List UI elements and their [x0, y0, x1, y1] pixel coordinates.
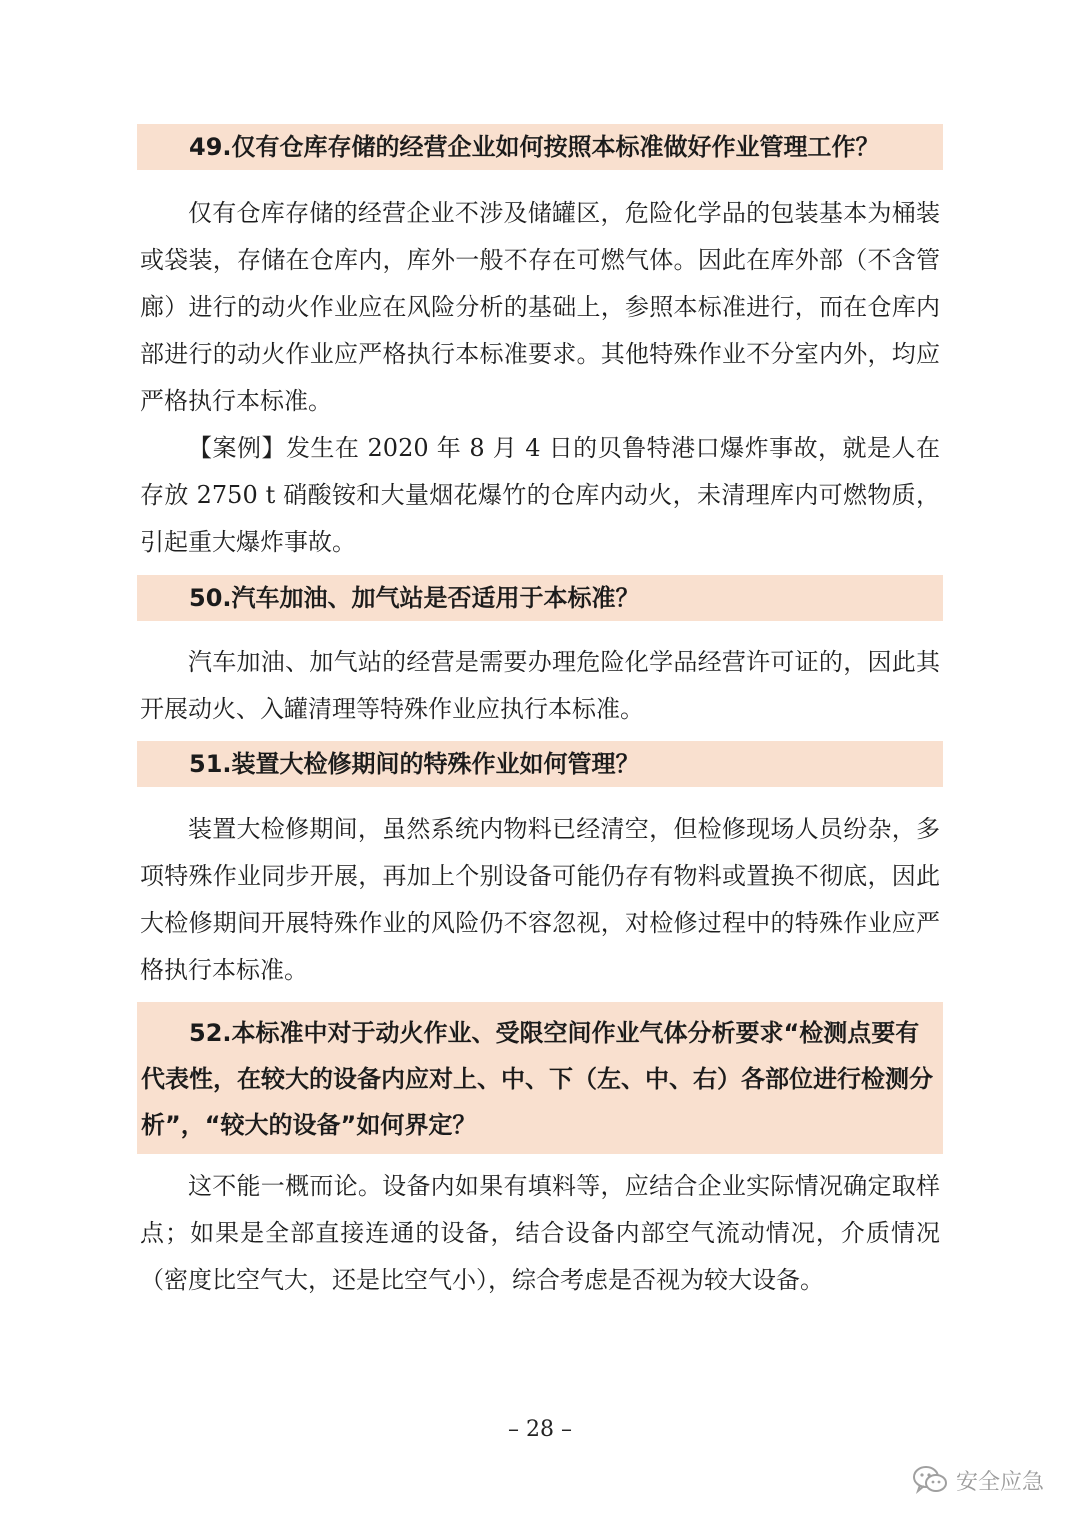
answer-paragraph: 汽车加油、加气站的经营是需要办理危险化学品经营许可证的，因此其开展动火、入罐清理等特殊作业应执行本标准。: [140, 648, 940, 723]
question-heading-49: [137, 124, 943, 170]
question-heading-50: [137, 575, 943, 621]
answer-paragraph: 装置大检修期间，虽然系统内物料已经清空，但检修现场人员纷杂，多项特殊作业同步开展，再加上个别设备可能仍存有物料或置换不彻底，因此大检修期间开展特殊作业的风险仍不容忽视，对检修过程中的特殊作业应严格执行本标准。: [140, 815, 940, 984]
case-paragraph: 【案例】发生在 2020 年 8 月 4 日的贝鲁特港口爆炸事故，就是人在存放 2750 t 硝酸铵和大量烟花爆竹的仓库内动火，未清理库内可燃物质，引起重大爆炸事故。: [140, 434, 940, 556]
question-text: 49.仅有仓库存储的经营企业如何按照本标准做好作业管理工作？: [189, 133, 880, 161]
answer-paragraph: 仅有仓库存储的经营企业不涉及储罐区，危险化学品的包装基本为桶装或袋装，存储在仓库内，库外一般不存在可燃气体。因此在库外部（不含管廊）进行的动火作业应在风险分析的基础上，参照本标准进行，而在仓库内部进行的动火作业应严格执行本标准要求。其他特殊作业不分室内外，均应严格执行本标准。: [140, 199, 940, 415]
question-text: 50.汽车加油、加气站是否适用于本标准？: [189, 584, 640, 612]
question-text: 51.装置大检修期间的特殊作业如何管理？: [189, 750, 640, 778]
answer-paragraph: 这不能一概而论。设备内如果有填料等，应结合企业实际情况确定取样点；如果是全部直接连通的设备，结合设备内部空气流动情况，介质情况（密度比空气大，还是比空气小），综合考虑是否视为较大设备。: [140, 1172, 940, 1294]
question-heading-51: [137, 741, 943, 787]
question-heading-52: [137, 1002, 943, 1154]
wechat-icon: [912, 1465, 948, 1495]
watermark: [912, 1460, 1044, 1500]
question-text: 52.本标准中对于动火作业、受限空间作业气体分析要求“检测点要有代表性，在较大的设备内应对上、中、下（左、中、右）各部位进行检测分析”，“较大的设备”如何界定？: [141, 1019, 933, 1139]
watermark-text: 安全应急: [955, 1469, 1044, 1495]
page-number: – 28 –: [508, 1417, 572, 1442]
